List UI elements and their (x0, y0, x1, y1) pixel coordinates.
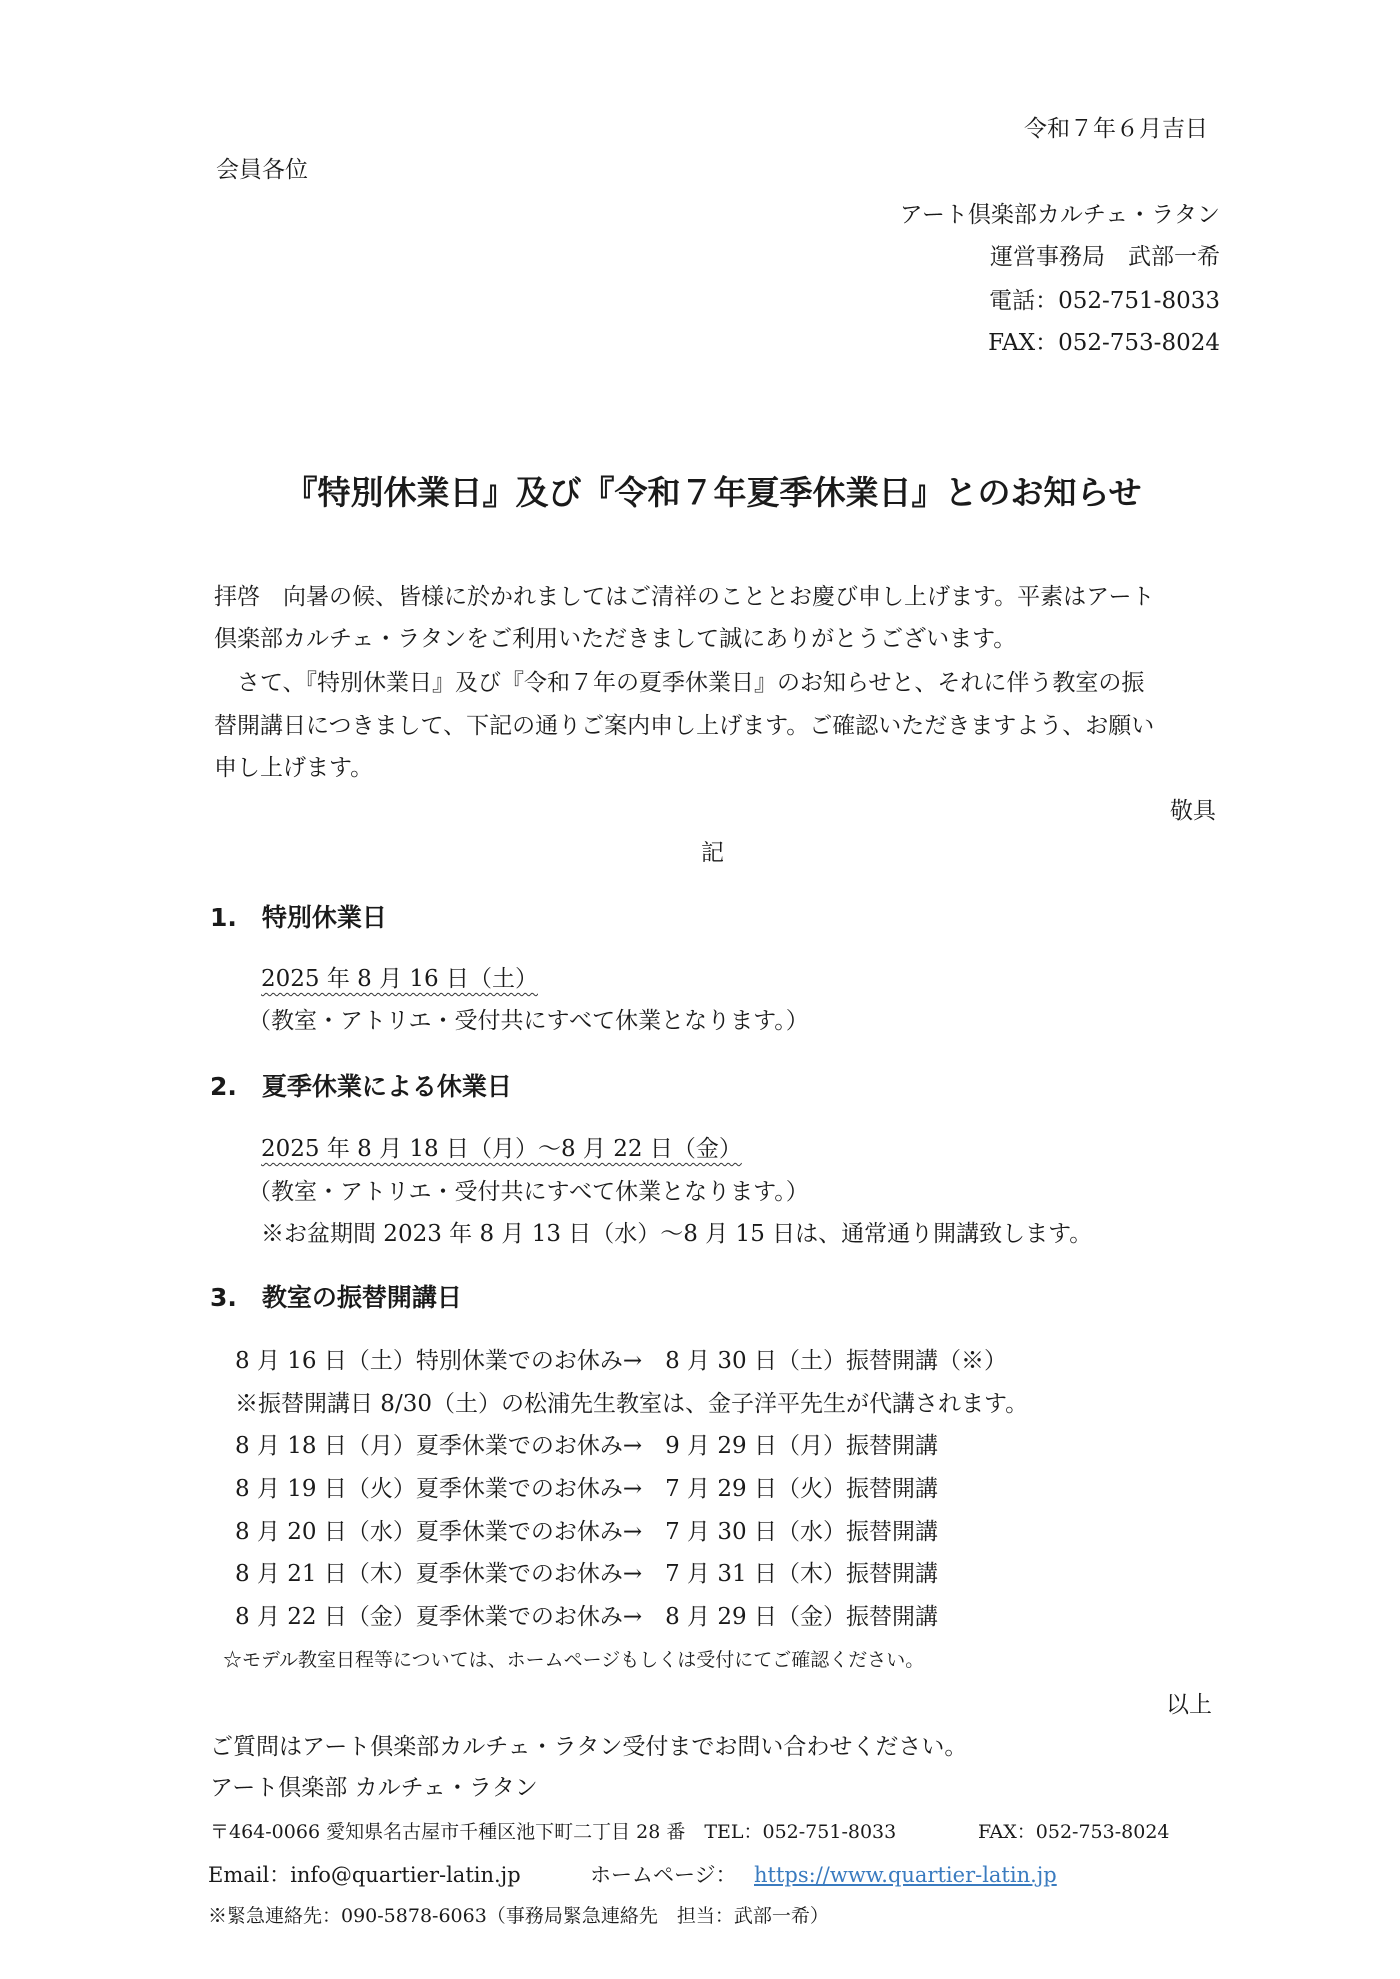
special-holiday-note: （教室・アトリエ・受付共にすべて休業となります。） (248, 1008, 809, 1034)
end-mark: 以上 (1166, 1692, 1212, 1718)
document-date: 令和７年６月吉日 (1024, 116, 1208, 142)
section-heading-1: 1. 特別休業日 (210, 903, 387, 932)
schedule-row: ※振替開講日 8/30（土）の松浦先生教室は、金子洋平先生が代講されます。 (235, 1391, 1029, 1417)
obon-note: ※お盆期間 2023 年 8 月 13 日（水）～8 月 15 日は、通常通り開講致します。 (261, 1221, 1093, 1247)
special-holiday-date: 2025 年 8 月 16 日（土） (261, 966, 538, 992)
body-line: 替開講日につきまして、下記の通りご案内申し上げます。ご確認いただきますよう、お願い (214, 713, 1155, 739)
body-line: 拝啓 向暑の候、皆様に於かれましてはご清祥のこととお慶び申し上げます。平素はアート (214, 584, 1155, 610)
ki-mark: 記 (701, 840, 724, 866)
schedule-row: 8 月 22 日（金）夏季休業でのお休み→ 8 月 29 日（金）振替開講 (235, 1604, 938, 1630)
footer-org: アート倶楽部 カルチェ・ラタン (210, 1775, 538, 1801)
schedule-row: 8 月 18 日（月）夏季休業でのお休み→ 9 月 29 日（月）振替開講 (235, 1433, 938, 1459)
schedule-row: 8 月 19 日（火）夏季休業でのお休み→ 7 月 29 日（火）振替開講 (235, 1476, 938, 1502)
summer-holiday-note: （教室・アトリエ・受付共にすべて休業となります。） (248, 1179, 809, 1205)
schedule-row: 8 月 16 日（土）特別休業でのお休み→ 8 月 30 日（土）振替開講（※） (235, 1348, 1007, 1374)
section-heading-2: 2. 夏季休業による休業日 (210, 1072, 512, 1101)
summer-holiday-date: 2025 年 8 月 18 日（月）～8 月 22 日（金） (261, 1136, 742, 1162)
model-class-note: ☆モデル教室日程等については、ホームページもしくは受付にてご確認ください。 (223, 1649, 925, 1671)
closing: 敬具 (1170, 798, 1216, 824)
sender-org: アート倶楽部カルチェ・ラタン (899, 202, 1220, 228)
footer-address: 〒464-0066 愛知県名古屋市千種区池下町二丁目 28 番 TEL：052-751-8033 (210, 1821, 897, 1843)
emergency-contact: ※緊急連絡先：090-5878-6063（事務局緊急連絡先 担当：武部一希） (208, 1905, 829, 1927)
body-line: 申し上げます。 (214, 755, 374, 781)
body-line: 倶楽部カルチェ・ラタンをご利用いただきまして誠にありがとうございます。 (214, 626, 1017, 652)
sender-phone: 電話：052-751-8033 (989, 288, 1220, 314)
section-heading-3: 3. 教室の振替開講日 (210, 1283, 462, 1312)
body-line: さて、『特別休業日』及び『令和７年の夏季休業日』のお知らせと、それに伴う教室の振 (214, 670, 1145, 696)
homepage-link[interactable]: https://www.quartier-latin.jp (754, 1863, 1057, 1887)
schedule-row: 8 月 21 日（木）夏季休業でのお休み→ 7 月 31 日（木）振替開講 (235, 1561, 938, 1587)
footer-email: Email：info@quartier-latin.jp (208, 1863, 521, 1887)
sender-fax: FAX：052-753-8024 (988, 330, 1220, 356)
schedule-row: 8 月 20 日（水）夏季休業でのお休み→ 7 月 30 日（水）振替開講 (235, 1519, 938, 1545)
page-title: 『特別休業日』及び『令和７年夏季休業日』とのお知らせ (284, 473, 1142, 512)
recipient: 会員各位 (216, 157, 308, 183)
homepage-label: ホームページ： (590, 1863, 737, 1887)
footer-fax: FAX：052-753-8024 (978, 1821, 1170, 1843)
sender-office: 運営事務局 武部一希 (990, 244, 1220, 270)
inquiry-text: ご質問はアート倶楽部カルチェ・ラタン受付までお問い合わせください。 (210, 1734, 968, 1760)
